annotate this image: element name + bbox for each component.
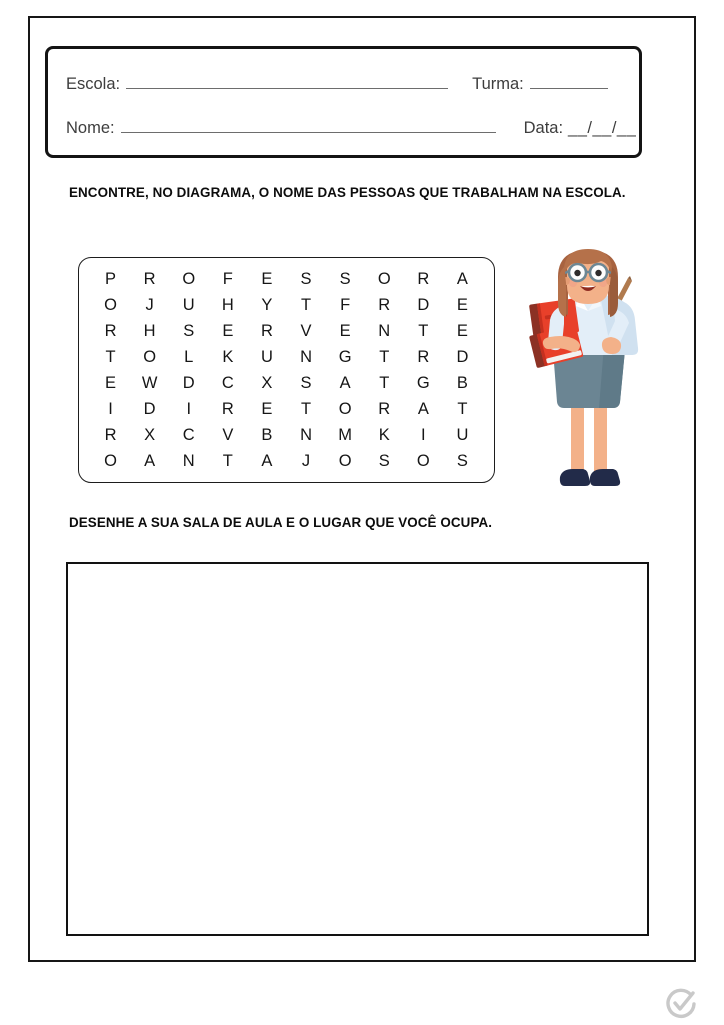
wordsearch-cell[interactable]: O [377, 269, 391, 288]
wordsearch-cell[interactable]: T [105, 347, 116, 366]
wordsearch-cell[interactable]: T [457, 399, 468, 418]
teacher-illustration [520, 245, 685, 495]
shoes [560, 469, 620, 486]
wordsearch-cell[interactable]: R [378, 399, 391, 418]
wordsearch-cell[interactable]: R [260, 321, 273, 340]
wordsearch-cell[interactable]: E [261, 269, 273, 288]
wordsearch-cell[interactable]: I [108, 399, 113, 418]
wordsearch-cell[interactable]: N [300, 425, 312, 444]
wordsearch-cell[interactable]: L [184, 347, 194, 366]
wordsearch-cell[interactable]: N [378, 321, 391, 340]
wordsearch-cell[interactable]: E [105, 373, 117, 392]
wordsearch-puzzle-box[interactable] [78, 257, 495, 483]
wordsearch-cell[interactable]: D [456, 347, 469, 366]
teacher-illustration-svg [520, 245, 685, 495]
wordsearch-cell[interactable]: R [104, 321, 117, 340]
data-input-line[interactable]: __/__/__ [568, 118, 637, 137]
check-circle-logo [665, 988, 697, 1020]
wordsearch-cell[interactable]: T [379, 373, 390, 392]
drawing-area[interactable] [66, 562, 649, 936]
nome-input-line[interactable] [121, 131, 496, 133]
wordsearch-cell[interactable]: T [300, 399, 312, 418]
wordsearch-cell[interactable]: U [182, 295, 195, 314]
turma-label: Turma: [472, 74, 524, 93]
wordsearch-cell[interactable]: J [145, 295, 154, 314]
wordsearch-cell[interactable]: T [379, 347, 390, 366]
wordsearch-cell[interactable]: D [417, 295, 430, 314]
escola-input-line[interactable] [126, 87, 448, 89]
wordsearch-cell[interactable]: V [300, 321, 312, 340]
wordsearch-cell[interactable]: S [456, 451, 468, 470]
wordsearch-cell[interactable]: S [183, 321, 195, 340]
wordsearch-cell[interactable]: J [301, 451, 311, 470]
wordsearch-cell[interactable]: A [417, 399, 429, 418]
wordsearch-cell[interactable]: O [104, 295, 117, 314]
wordsearch-cell[interactable]: N [300, 347, 312, 366]
data-label: Data: [523, 118, 564, 137]
wordsearch-cell[interactable]: H [221, 295, 234, 314]
escola-label: Escola: [66, 74, 121, 93]
wordsearch-cell[interactable]: C [221, 373, 234, 392]
wordsearch-cell[interactable]: O [182, 269, 196, 288]
wordsearch-cell[interactable]: D [182, 373, 195, 392]
wordsearch-cell[interactable]: R [417, 347, 430, 366]
header-row-name [48, 110, 639, 146]
wordsearch-cell[interactable]: U [456, 425, 469, 444]
wordsearch-cell[interactable]: O [416, 451, 430, 470]
wordsearch-cell[interactable]: G [416, 373, 430, 392]
wordsearch-cell[interactable]: D [143, 399, 156, 418]
wordsearch-cell[interactable]: S [339, 269, 351, 288]
student-identification-box [45, 46, 642, 158]
wordsearch-cell[interactable]: M [338, 425, 353, 444]
wordsearch-cell[interactable]: A [456, 269, 468, 288]
instruction-drawing: DESENHE A SUA SALA DE AULA E O LUGAR QUE VOCÊ OCUPA. [69, 515, 493, 530]
header-row-school [48, 66, 639, 102]
wordsearch-cell[interactable]: R [104, 425, 117, 444]
wordsearch-cell[interactable]: T [418, 321, 429, 340]
wordsearch-cell[interactable]: N [182, 451, 195, 470]
wordsearch-cell[interactable]: E [456, 321, 468, 340]
wordsearch-cell[interactable]: X [261, 373, 273, 392]
wordsearch-cell[interactable]: E [222, 321, 234, 340]
wordsearch-cell[interactable]: A [261, 451, 273, 470]
wordsearch-cell[interactable]: I [186, 399, 192, 418]
wordsearch-cell[interactable]: E [261, 399, 273, 418]
check-circle-icon [665, 988, 697, 1020]
wordsearch-cell[interactable]: O [104, 451, 117, 470]
wordsearch-cell[interactable]: O [338, 451, 352, 470]
wordsearch-cell[interactable]: S [300, 269, 312, 288]
wordsearch-cell[interactable]: R [143, 269, 156, 288]
wordsearch-cell[interactable]: R [417, 269, 430, 288]
wordsearch-cell[interactable]: I [421, 425, 426, 444]
wordsearch-cell[interactable]: S [378, 451, 390, 470]
wordsearch-cell[interactable]: R [378, 295, 391, 314]
wordsearch-cell[interactable]: H [143, 321, 156, 340]
legs [571, 400, 607, 477]
wordsearch-cell[interactable]: C [182, 425, 195, 444]
wordsearch-cell[interactable]: V [222, 425, 234, 444]
turma-input-line[interactable] [530, 87, 608, 89]
wordsearch-cell[interactable]: O [143, 347, 157, 366]
wordsearch-cell[interactable]: B [456, 373, 468, 392]
wordsearch-cell[interactable]: T [222, 451, 233, 470]
wordsearch-cell[interactable]: W [141, 373, 158, 392]
wordsearch-cell[interactable]: G [338, 347, 352, 366]
wordsearch-cell[interactable]: R [221, 399, 234, 418]
wordsearch-cell[interactable]: B [261, 425, 273, 444]
wordsearch-grid [79, 258, 494, 482]
wordsearch-cell[interactable]: K [378, 425, 390, 444]
wordsearch-cell[interactable]: A [144, 451, 156, 470]
wordsearch-cell[interactable]: X [144, 425, 156, 444]
wordsearch-cell[interactable]: O [338, 399, 352, 418]
wordsearch-cell[interactable]: A [339, 373, 351, 392]
wordsearch-cell[interactable]: S [300, 373, 312, 392]
wordsearch-cell[interactable]: P [105, 269, 117, 288]
wordsearch-cell[interactable]: E [456, 295, 468, 314]
nome-label: Nome: [66, 118, 115, 137]
wordsearch-cell[interactable]: F [222, 269, 233, 288]
wordsearch-cell[interactable]: F [340, 295, 351, 314]
instruction-wordsearch: ENCONTRE, NO DIAGRAMA, O NOME DAS PESSOAS QUE TRABALHAM NA ESCOLA. [69, 185, 626, 200]
wordsearch-cell[interactable]: K [222, 347, 234, 366]
wordsearch-cell[interactable]: E [339, 321, 351, 340]
wordsearch-cell[interactable]: T [300, 295, 312, 314]
wordsearch-cell[interactable]: Y [261, 295, 273, 314]
wordsearch-cell[interactable]: U [260, 347, 273, 366]
